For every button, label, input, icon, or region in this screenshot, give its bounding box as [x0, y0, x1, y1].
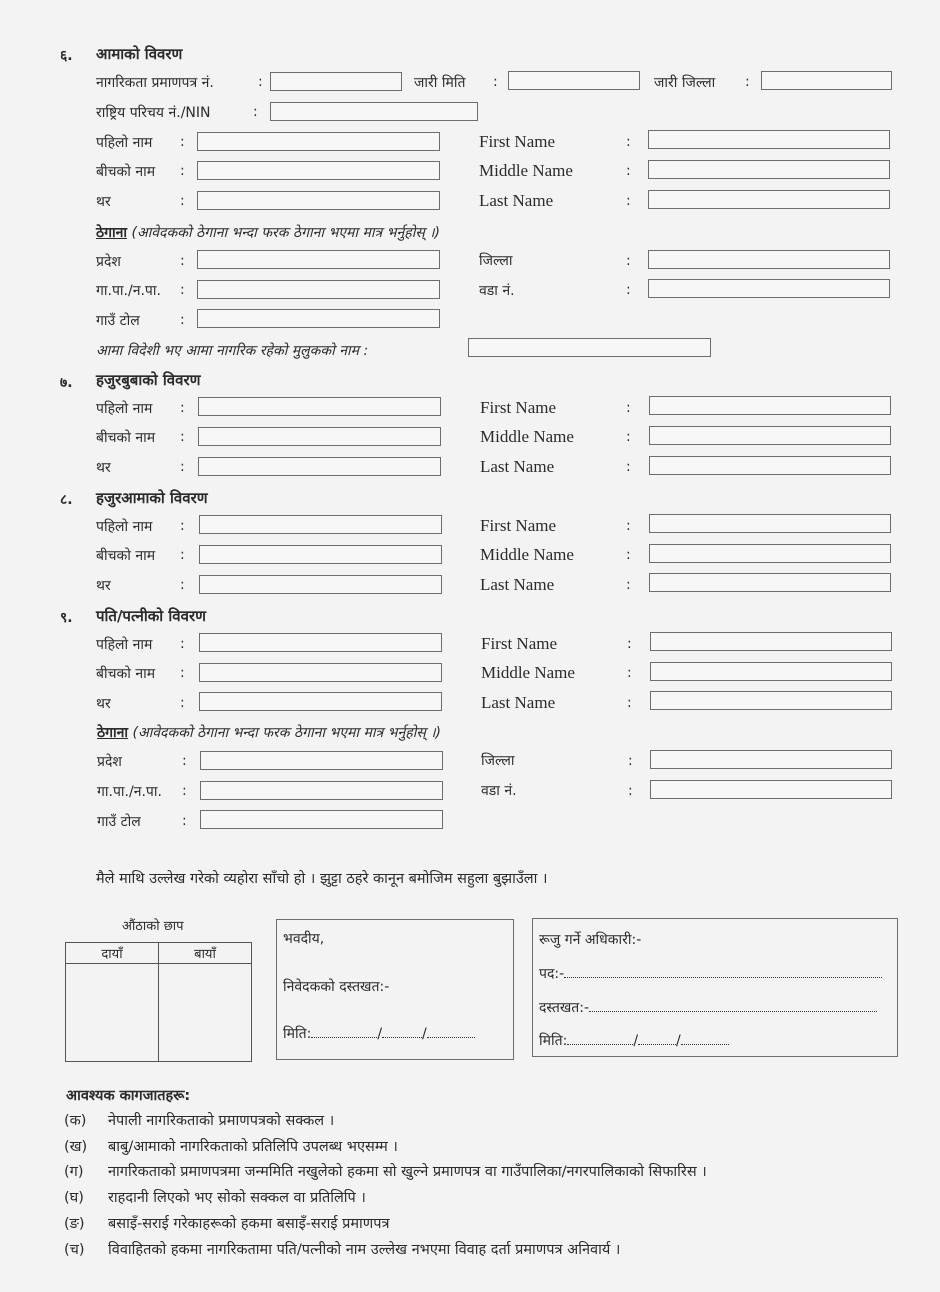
colon: :	[180, 282, 185, 298]
mother-last-name-en-input[interactable]	[648, 190, 890, 209]
colon: :	[493, 74, 498, 90]
doc-item: बाबु/आमाको नागरिकताको प्रतिलिपि उपलब्ध भएसम्म ।	[108, 1139, 398, 1155]
verifier-signature-field[interactable]	[539, 999, 877, 1017]
colon: :	[626, 193, 631, 209]
last-name-np-label: थर	[96, 460, 111, 476]
doc-mark: (ङ)	[64, 1216, 85, 1232]
mother-province-input[interactable]	[197, 250, 440, 269]
grandfather-last-name-en-input[interactable]	[649, 456, 891, 475]
address-note: (आवेदकको ठेगाना भन्दा फरक ठेगाना भएमा मात्र भर्नुहोस् ।)	[131, 225, 441, 241]
mother-last-name-np-input[interactable]	[197, 191, 440, 210]
spouse-first-name-en-input[interactable]	[650, 632, 892, 651]
verifier-date-field[interactable]	[539, 1032, 729, 1050]
spouse-province-input[interactable]	[200, 751, 443, 770]
doc-item: राहदानी लिएको भए सोको सक्कल वा प्रतिलिपि ।	[108, 1190, 366, 1206]
section-title-spouse: पति/पत्नीको विवरण	[96, 607, 206, 625]
colon: :	[626, 547, 631, 563]
province-label: प्रदेश	[96, 254, 121, 270]
spouse-municipality-input[interactable]	[200, 781, 443, 800]
colon: :	[258, 74, 263, 90]
ward-label: वडा नं.	[481, 783, 517, 799]
doc-mark: (घ)	[64, 1190, 84, 1206]
colon: :	[180, 253, 185, 269]
ward-label: वडा नं.	[479, 283, 515, 299]
first-name-np-label: पहिलो नाम	[96, 637, 153, 653]
date-label: मिति:	[539, 1033, 568, 1049]
colon: :	[180, 312, 185, 328]
middle-name-en-label: Middle Name	[481, 663, 575, 682]
address-title: ठेगाना	[97, 725, 129, 741]
doc-mark: (च)	[64, 1242, 85, 1258]
municipality-label: गा.पा./न.पा.	[97, 784, 162, 800]
applicant-date-field[interactable]	[283, 1025, 475, 1043]
colon: :	[182, 813, 187, 829]
colon: :	[180, 636, 185, 652]
mother-ward-input[interactable]	[648, 279, 890, 298]
colon: :	[627, 636, 632, 652]
grandmother-middle-name-np-input[interactable]	[199, 545, 442, 564]
middle-name-np-label: बीचको नाम	[96, 666, 156, 682]
mother-first-name-en-input[interactable]	[648, 130, 890, 149]
colon: :	[626, 282, 631, 298]
mother-foreign-country-input[interactable]	[468, 338, 711, 357]
slash: /	[676, 1033, 681, 1049]
verifier-post-field[interactable]	[539, 965, 882, 983]
salutation: भवदीय,	[283, 931, 325, 947]
colon: :	[182, 753, 187, 769]
colon: :	[253, 104, 258, 120]
mother-district-input[interactable]	[648, 250, 890, 269]
grandfather-middle-name-np-input[interactable]	[198, 427, 441, 446]
colon: :	[626, 459, 631, 475]
section-number: ८.	[60, 492, 73, 508]
mother-tole-input[interactable]	[197, 309, 440, 328]
district-label: जिल्ला	[481, 753, 515, 769]
province-label: प्रदेश	[97, 754, 122, 770]
doc-item: विवाहितको हकमा नागरिकतामा पति/पत्नीको नाम उल्लेख नभएमा विवाह दर्ता प्रमाणपत्र अनिवार्य ।	[108, 1242, 621, 1258]
mother-municipality-input[interactable]	[197, 280, 440, 299]
section-number: ७.	[60, 375, 73, 391]
doc-mark: (ग)	[64, 1164, 84, 1180]
doc-item: बसाइँ-सराई गरेकाहरूको हकमा बसाइँ-सराई प्रमाणपत्र	[108, 1216, 390, 1232]
mother-citizenship-no-input[interactable]	[270, 72, 402, 91]
address-heading	[97, 723, 441, 742]
grandfather-middle-name-en-input[interactable]	[649, 426, 891, 445]
grandmother-middle-name-en-input[interactable]	[649, 544, 891, 563]
mother-issue-district-input[interactable]	[761, 71, 892, 90]
doc-item: नेपाली नागरिकताको प्रमाणपत्रको सक्कल ।	[108, 1113, 335, 1129]
colon: :	[180, 518, 185, 534]
foreign-country-label: आमा विदेशी भए आमा नागरिक रहेको मुलुकको नाम :	[96, 343, 369, 359]
colon: :	[180, 547, 185, 563]
colon: :	[180, 163, 185, 179]
mother-nin-input[interactable]	[270, 102, 478, 121]
spouse-middle-name-en-input[interactable]	[650, 662, 892, 681]
middle-name-np-label: बीचको नाम	[96, 548, 156, 564]
citizenship-no-label: नागरिकता प्रमाणपत्र नं.	[96, 75, 214, 91]
last-name-np-label: थर	[96, 194, 111, 210]
spouse-ward-input[interactable]	[650, 780, 892, 799]
first-name-en-label: First Name	[480, 516, 557, 535]
mother-middle-name-en-input[interactable]	[648, 160, 890, 179]
foreign-country-text: आमा विदेशी भए आमा नागरिक रहेको मुलुकको नाम	[96, 343, 360, 359]
date-label: मिति:	[283, 1026, 312, 1042]
thumbprint-title: औंठाको छाप	[122, 919, 184, 934]
colon: :	[180, 400, 185, 416]
address-note: (आवेदकको ठेगाना भन्दा फरक ठेगाना भएमा मात्र भर्नुहोस् ।)	[132, 725, 442, 741]
nin-label: राष्ट्रिय परिचय नं./NIN	[96, 105, 211, 121]
colon: :	[180, 134, 185, 150]
colon: :	[627, 665, 632, 681]
slash: /	[422, 1026, 427, 1042]
colon: :	[180, 429, 185, 445]
applicant-signature-panel	[276, 919, 514, 1060]
last-name-en-label: Last Name	[480, 575, 555, 594]
first-name-en-label: First Name	[480, 398, 557, 417]
thumb-right-cell[interactable]	[66, 964, 159, 1062]
grandmother-last-name-np-input[interactable]	[199, 575, 442, 594]
colon: :	[626, 400, 631, 416]
spouse-last-name-np-input[interactable]	[199, 692, 442, 711]
issue-date-label: जारी मिति	[414, 75, 466, 91]
slash: /	[377, 1026, 383, 1042]
mother-middle-name-np-input[interactable]	[197, 161, 440, 180]
colon: :	[626, 253, 631, 269]
district-label: जिल्ला	[479, 253, 513, 269]
spouse-tole-input[interactable]	[200, 810, 443, 829]
colon: :	[627, 695, 632, 711]
section-title-mother: आमाको विवरण	[96, 45, 183, 63]
verifier-title: रूजु गर्ने अधिकारी:-	[539, 932, 642, 948]
signature-label: दस्तखत:-	[539, 1000, 590, 1016]
grandmother-first-name-en-input[interactable]	[649, 514, 891, 533]
first-name-en-label: First Name	[481, 634, 558, 653]
verifier-panel	[532, 918, 898, 1057]
colon: :	[628, 753, 633, 769]
issue-district-label: जारी जिल्ला	[654, 75, 716, 91]
colon: :	[182, 783, 187, 799]
colon: :	[626, 429, 631, 445]
applicant-signature-label: निवेदकको दस्तखत:-	[283, 979, 390, 995]
colon: :	[628, 783, 633, 799]
middle-name-np-label: बीचको नाम	[96, 164, 156, 180]
municipality-label: गा.पा./न.पा.	[96, 283, 161, 299]
middle-name-en-label: Middle Name	[480, 427, 574, 446]
first-name-np-label: पहिलो नाम	[96, 519, 153, 535]
grandfather-first-name-np-input[interactable]	[198, 397, 441, 416]
middle-name-en-label: Middle Name	[480, 545, 574, 564]
first-name-np-label: पहिलो नाम	[96, 401, 153, 417]
colon: :	[626, 518, 631, 534]
middle-name-np-label: बीचको नाम	[96, 430, 156, 446]
section-number: ६.	[60, 48, 73, 64]
spouse-district-input[interactable]	[650, 750, 892, 769]
address-title: ठेगाना	[96, 225, 128, 241]
section-number: ९.	[60, 610, 73, 626]
spouse-middle-name-np-input[interactable]	[199, 663, 442, 682]
middle-name-en-label: Middle Name	[479, 161, 573, 180]
last-name-np-label: थर	[96, 696, 111, 712]
spouse-last-name-en-input[interactable]	[650, 691, 892, 710]
thumb-left-header: बायाँ	[159, 943, 252, 964]
last-name-np-label: थर	[96, 578, 111, 594]
last-name-en-label: Last Name	[481, 693, 556, 712]
colon: :	[180, 193, 185, 209]
colon: :	[180, 577, 185, 593]
grandfather-first-name-en-input[interactable]	[649, 396, 891, 415]
grandmother-first-name-np-input[interactable]	[199, 515, 442, 534]
doc-item: नागरिकताको प्रमाणपत्रमा जन्ममिति नखुलेको हकमा सो खुल्ने प्रमाणपत्र वा गाउँपालिका/नगरपालिकाको सिफारिस ।	[108, 1164, 707, 1180]
post-label: पद:-	[539, 966, 565, 982]
section-title-grandmother: हजुरआमाको विवरण	[96, 489, 208, 507]
first-name-en-label: First Name	[479, 132, 556, 151]
thumb-left-cell[interactable]	[159, 964, 252, 1062]
doc-mark: (ख)	[64, 1139, 88, 1155]
mother-first-name-np-input[interactable]	[197, 132, 440, 151]
colon: :	[180, 695, 185, 711]
colon: :	[180, 459, 185, 475]
section-title-grandfather: हजुरबुबाको विवरण	[96, 371, 201, 389]
declaration-text: मैले माथि उल्लेख गरेको व्यहोरा साँचो हो । झुट्टा ठहरे कानून बमोजिम सहुला बुझाउँला ।	[96, 871, 548, 887]
grandmother-last-name-en-input[interactable]	[649, 573, 891, 592]
documents-title: आवश्यक कागजातहरू:	[66, 1088, 191, 1104]
colon: :	[180, 665, 185, 681]
colon: :	[626, 577, 631, 593]
address-heading	[96, 223, 440, 242]
spouse-first-name-np-input[interactable]	[199, 633, 442, 652]
tole-label: गाउँ टोल	[96, 313, 140, 329]
slash: /	[633, 1033, 639, 1049]
doc-mark: (क)	[64, 1113, 87, 1129]
colon: :	[626, 163, 631, 179]
colon: :	[745, 74, 750, 90]
tole-label: गाउँ टोल	[97, 814, 141, 830]
thumbprint-table	[65, 942, 252, 1062]
colon: :	[626, 134, 631, 150]
mother-issue-date-input[interactable]	[508, 71, 640, 90]
grandfather-last-name-np-input[interactable]	[198, 457, 441, 476]
first-name-np-label: पहिलो नाम	[96, 135, 153, 151]
last-name-en-label: Last Name	[479, 191, 554, 210]
last-name-en-label: Last Name	[480, 457, 555, 476]
thumb-right-header: दायाँ	[66, 943, 159, 964]
